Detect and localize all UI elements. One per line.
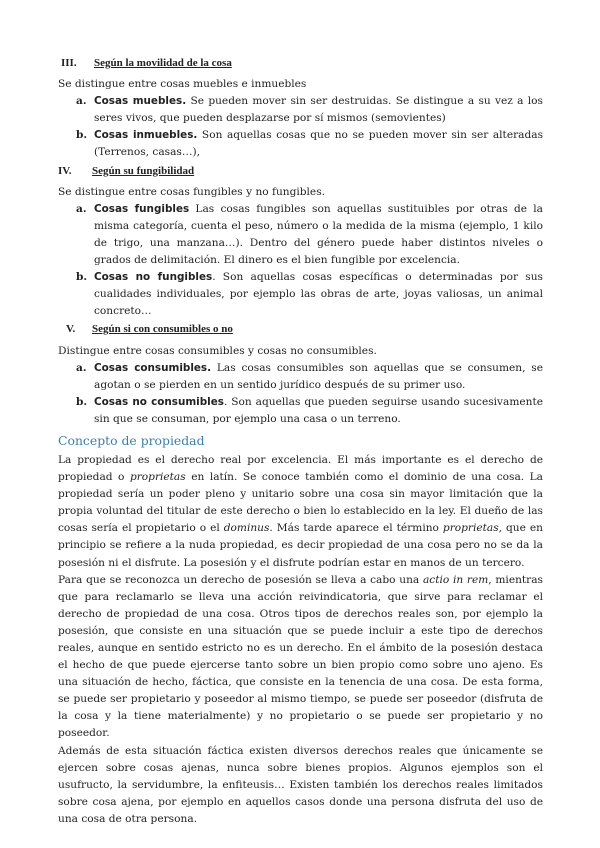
item-letter: a. <box>76 202 87 215</box>
item-term: Cosas inmuebles. <box>94 129 198 142</box>
italic-term: actio in rem <box>422 573 489 586</box>
list-item <box>58 93 543 127</box>
item-letter: a. <box>76 361 87 374</box>
concept-heading: Concepto de propiedad <box>58 432 205 448</box>
section-title: Según la movilidad de la cosa <box>94 57 232 69</box>
item-text: . Son aquellas cosas específicas o determinadas por sus cualidades individuales, por ejemplo las obras de arte, joyas valiosas, un animal concreto… <box>94 271 543 318</box>
item-term: Cosas fungibles <box>94 202 190 215</box>
text-run: Para que se reconozca un derecho de posesión se lleva a cabo una <box>58 573 423 586</box>
list-item <box>58 201 543 269</box>
item-text: Son aquellas cosas que no se pueden mover sin ser alteradas (Terrenos, casas…), <box>94 129 544 159</box>
section-number: V. <box>66 323 76 336</box>
item-body <box>94 93 543 127</box>
item-letter: a. <box>76 95 87 108</box>
paragraph <box>58 572 543 743</box>
italic-term: proprietas <box>129 471 186 484</box>
italic-term: dominus <box>223 522 270 535</box>
section-heading <box>58 55 543 72</box>
item-term: Cosas no fungibles <box>94 271 213 284</box>
item-term: Cosas muebles. <box>94 95 187 108</box>
text-run: . Más tarde aparece el término <box>269 522 443 535</box>
item-letter: b. <box>76 129 88 142</box>
item-body <box>94 394 543 428</box>
section-title: Según su fungibilidad <box>92 164 195 177</box>
item-term: Cosas consumibles. <box>94 361 212 374</box>
item-text: Las cosas consumibles son aquellas que se consumen, se agotan o se pierden en un sentido jurídico después de su primer uso. <box>94 361 543 391</box>
item-letter: b. <box>76 271 88 284</box>
section-heading <box>58 163 543 180</box>
list-item <box>58 360 543 394</box>
item-text: . Son aquellas que pueden seguirse usando sucesivamente sin que se consuman, por ejemplo una casa o un terreno. <box>94 395 544 425</box>
text-run: La propiedad es el derecho real por excelencia. El más importante es el derecho de propiedad o <box>58 453 543 484</box>
text-run: en latín. Se conoce también como el dominio de una cosa. La propiedad sería un poder pleno y unitario sobre una cosa sin mayor limitación que la propia voluntad del titular de este derecho o bien lo establecido en la ley. El dueño de las cosas sería el propietario o el <box>58 471 544 535</box>
text-run: , que en principio se refiere a la nuda propiedad, es decir propiedad de una cosa pero no se da la posesión ni el disfrute. La posesión y el disfrute podrían estar en manos de un tercero. <box>58 522 543 569</box>
list-item <box>58 269 543 320</box>
list-item <box>58 394 543 428</box>
item-body <box>94 269 543 320</box>
item-text: Las cosas fungibles son aquellas sustituibles por otras de la misma categoría, cuenta el peso, número o la medida de la misma (ejemplo, 1 kilo de trigo, una manzana…). Dentro del género puede haber distintos niveles o grados de delimitación. El dinero es el bien fungible por excelencia. <box>94 202 543 267</box>
section-number: IV. <box>58 164 72 177</box>
text-run: , mientras que para reclamarlo se lleva una acción reivindicatoria, que sirve para reclamar el derecho de propiedad de una cosa. Otros tipos de derechos reales son, por ejemplo la posesión, que consiste en una situación que se puede incluir a este tipo de derechos reales, aunque en sentido estricto no es un derecho. En el ámbito de la posesión destaca el hecho de que puede ejercerse tanto sobre un bien propio como sobre uno ajeno. Es una situación de hecho, fáctica, que consiste en la tenencia de una cosa. De esta forma, se puede ser propietario y poseedor al mismo tiempo, se puede ser poseedor (disfruta de la cosa y la tiene materialmente) y no propietario o se puede ser propietario y no poseedor. <box>58 573 543 740</box>
item-body <box>94 127 543 161</box>
section-title: Según si con consumibles o no <box>92 323 233 336</box>
document-page <box>58 54 543 828</box>
section-intro: Se distingue entre cosas muebles e inmuebles <box>58 78 307 91</box>
paragraph <box>58 452 543 572</box>
section-intro: Se distingue entre cosas fungibles y no fungibles. <box>58 185 326 198</box>
italic-term: proprietas <box>442 522 499 535</box>
item-body <box>94 201 543 269</box>
item-term: Cosas no consumibles <box>94 395 224 408</box>
section-heading <box>58 321 543 338</box>
item-text: Se pueden mover sin ser destruidas. Se distingue a su vez a los seres vivos, que pueden desplazarse por sí mismos (semovientes) <box>94 95 543 125</box>
paragraph: Además de esta situación fáctica existen diversos derechos reales que únicamente se ejercen sobre cosas ajenas, nunca sobre bienes propios. Algunos ejemplos son el usufructo, la servidumbre, la enfiteusis… Existen también los derechos reales limitados sobre cosa ajena, por ejemplo en aquellos casos donde una persona disfruta del uso de una cosa de otra persona. <box>58 744 543 825</box>
list-item <box>58 127 543 161</box>
item-body <box>94 360 543 394</box>
section-number: III. <box>61 57 77 69</box>
item-letter: b. <box>76 395 88 408</box>
section-intro: Distingue entre cosas consumibles y cosas no consumibles. <box>58 344 377 357</box>
